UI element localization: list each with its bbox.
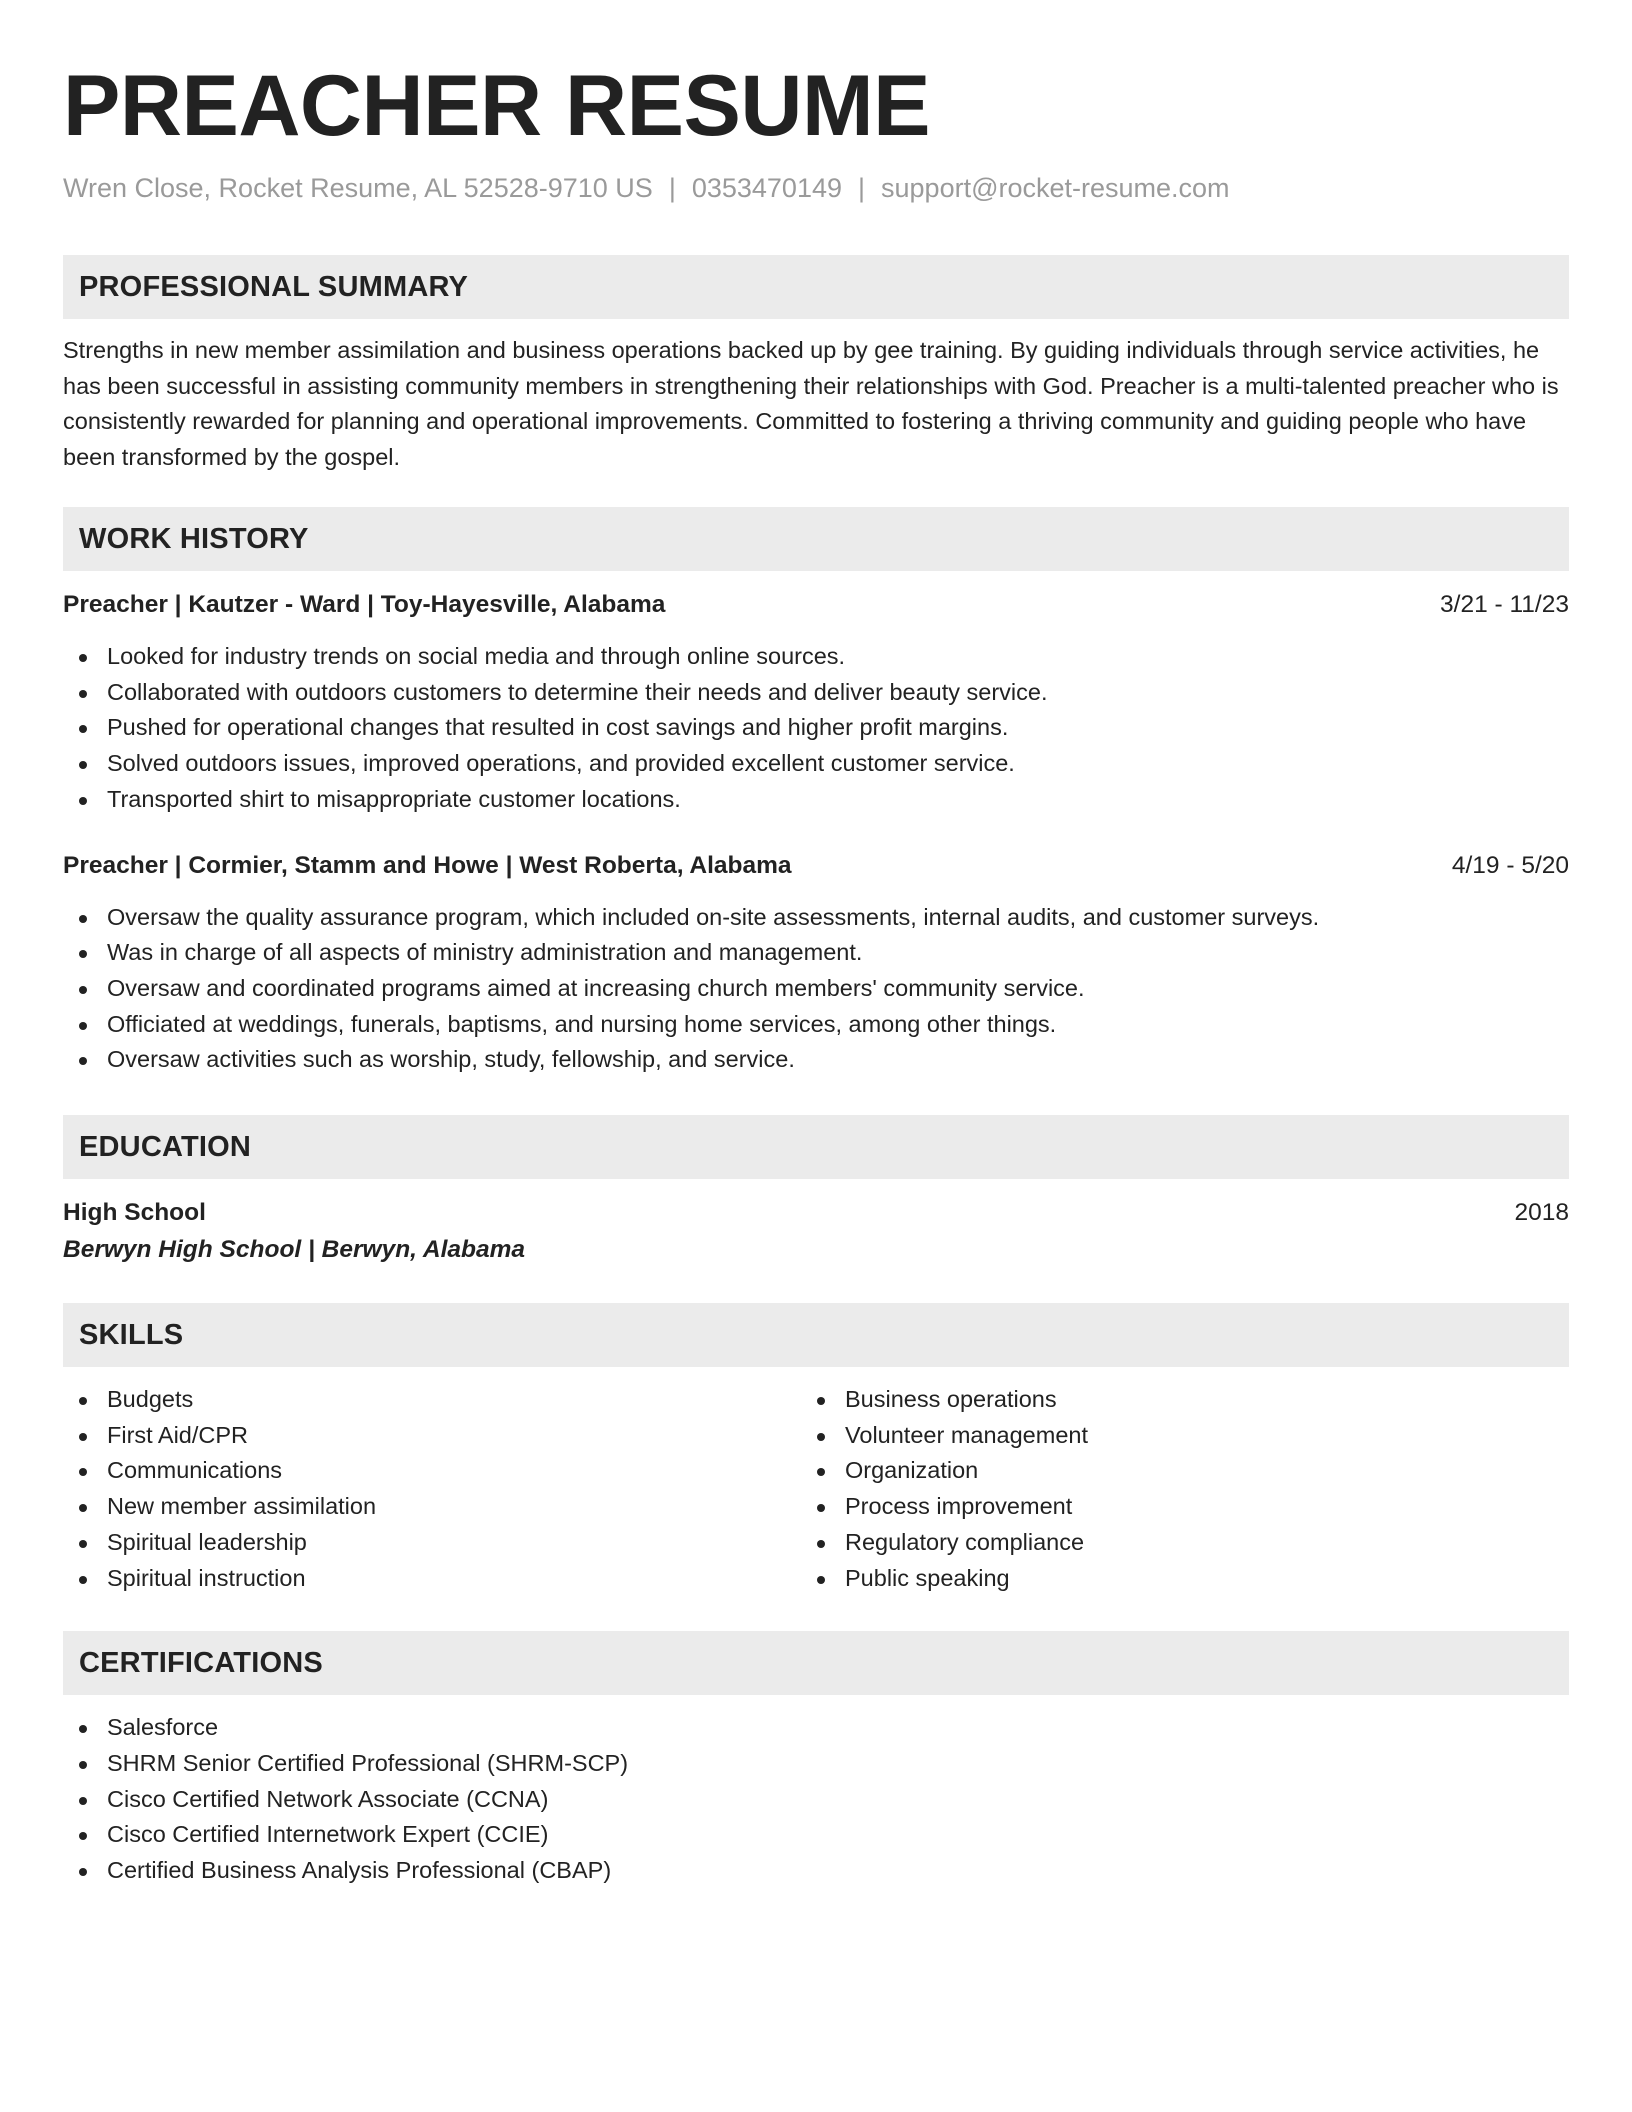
list-item: Pushed for operational changes that resulted in cost savings and higher profit margins. <box>63 710 1569 746</box>
education-school: Berwyn High School | Berwyn, Alabama <box>63 1236 526 1264</box>
job-title: Preacher | Cormier, Stamm and Howe | West Roberta, Alabama <box>63 851 792 879</box>
list-item: Oversaw activities such as worship, study, fellowship, and service. <box>63 1042 1569 1078</box>
list-item: Transported shirt to misappropriate customer locations. <box>63 782 1569 818</box>
contact-email: support@rocket-resume.com <box>881 173 1230 203</box>
section-heading-education: EDUCATION <box>63 1115 1569 1179</box>
skills-list <box>63 1382 801 1596</box>
list-item: Public speaking <box>801 1561 1539 1597</box>
list-item: Salesforce <box>63 1710 1569 1746</box>
summary-paragraph: Strengths in new member assimilation and business operations backed up by gee training. By guiding individuals through service activities, he has been successful in assisting community members in strengthening their relationships with God. Preacher is a multi-talented preacher who is consistently rewarded for planning and operational improvements. Committed to fostering a thriving community and guiding people who have been transformed by the gospel. <box>63 337 1559 470</box>
job-bullet-list <box>63 900 1569 1079</box>
list-item: Officiated at weddings, funerals, baptisms, and nursing home services, among other things. <box>63 1007 1569 1043</box>
list-item: Looked for industry trends on social media and through online sources. <box>63 639 1569 675</box>
list-item: Regulatory compliance <box>801 1525 1539 1561</box>
section-heading-summary: PROFESSIONAL SUMMARY <box>63 255 1569 319</box>
skills-column-right <box>801 1382 1539 1596</box>
list-item: Process improvement <box>801 1489 1539 1525</box>
resume-title: PREACHER RESUME <box>63 58 930 154</box>
list-item: New member assimilation <box>63 1489 801 1525</box>
job-title: Preacher | Kautzer - Ward | Toy-Hayesville, Alabama <box>63 591 666 618</box>
education-degree: High School <box>63 1199 206 1227</box>
list-item: Organization <box>801 1453 1539 1489</box>
contact-separator: | <box>668 173 676 203</box>
list-item: SHRM Senior Certified Professional (SHRM-SCP) <box>63 1746 1569 1782</box>
education-header <box>63 1195 1569 1231</box>
list-item: Was in charge of all aspects of ministry administration and management. <box>63 935 1569 971</box>
job-bullet-list <box>63 639 1569 818</box>
list-item: Certified Business Analysis Professional (CBAP) <box>63 1853 1569 1889</box>
contact-address: Wren Close, Rocket Resume, AL 52528-9710 US <box>63 173 653 203</box>
skills-list <box>801 1382 1539 1596</box>
skills-columns <box>63 1382 1569 1596</box>
list-item: Spiritual instruction <box>63 1561 801 1597</box>
contact-phone: 0353470149 <box>691 173 842 203</box>
list-item: Cisco Certified Network Associate (CCNA) <box>63 1782 1569 1818</box>
section-heading-work-history: WORK HISTORY <box>63 507 1569 571</box>
job-header <box>63 848 1569 884</box>
list-item: Collaborated with outdoors customers to determine their needs and deliver beauty service. <box>63 675 1569 711</box>
list-item: Cisco Certified Internetwork Expert (CCIE) <box>63 1817 1569 1853</box>
certifications-list <box>63 1710 1569 1889</box>
list-item: Oversaw and coordinated programs aimed at increasing church members' community service. <box>63 971 1569 1007</box>
section-heading-certifications: CERTIFICATIONS <box>63 1631 1569 1695</box>
list-item: Budgets <box>63 1382 801 1418</box>
list-item: Volunteer management <box>801 1418 1539 1454</box>
contact-separator: | <box>858 173 866 203</box>
list-item: Oversaw the quality assurance program, which included on-site assessments, internal audits, and customer surveys. <box>63 900 1569 936</box>
list-item: Communications <box>63 1453 801 1489</box>
list-item: Solved outdoors issues, improved operations, and provided excellent customer service. <box>63 746 1569 782</box>
contact-line <box>63 170 1569 206</box>
job-header <box>63 587 1569 623</box>
section-heading-skills: SKILLS <box>63 1303 1569 1367</box>
skills-column-left <box>63 1382 801 1596</box>
education-year: 2018 <box>1514 1199 1569 1227</box>
list-item: Business operations <box>801 1382 1539 1418</box>
list-item: First Aid/CPR <box>63 1418 801 1454</box>
job-dates: 4/19 - 5/20 <box>1451 851 1569 879</box>
job-dates: 3/21 - 11/23 <box>1440 591 1569 618</box>
list-item: Spiritual leadership <box>63 1525 801 1561</box>
